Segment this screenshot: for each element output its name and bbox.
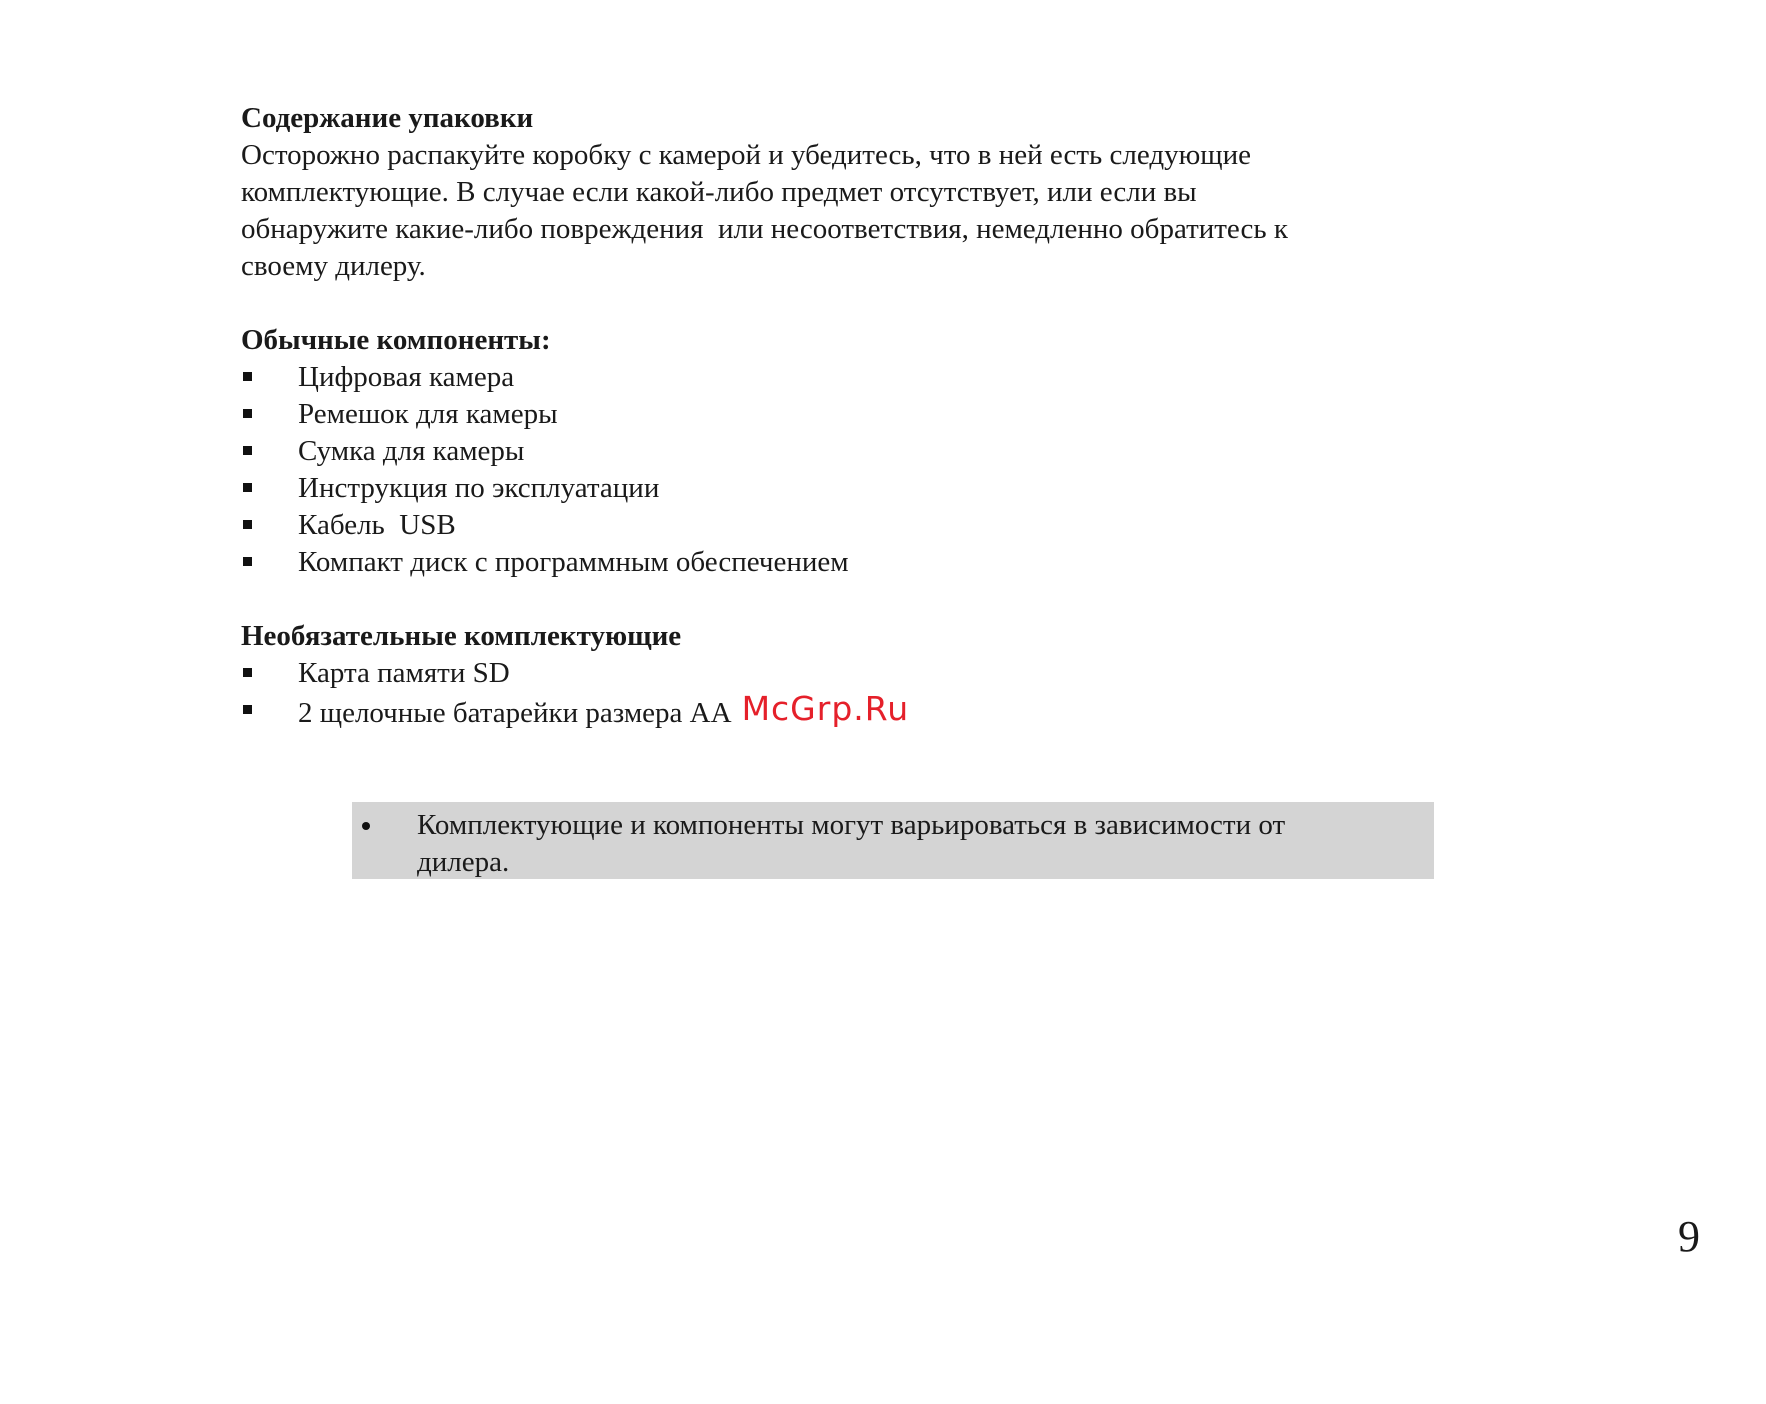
package-contents-heading: Содержание упаковки	[241, 102, 534, 134]
list-item	[241, 470, 1421, 507]
square-bullet-icon	[243, 372, 252, 381]
note-line: Комплектующие и компоненты могут варьироваться в зависимости от	[417, 809, 1286, 841]
intro-line: своему дилеру.	[241, 250, 426, 282]
optional-accessories-list	[241, 655, 1421, 732]
list-item-label: Цифровая камера	[298, 361, 515, 393]
list-item-label: Компакт диск с программным обеспечением	[298, 546, 849, 578]
page-number: 9	[1678, 1212, 1700, 1261]
list-item	[241, 544, 1421, 581]
standard-components-list	[241, 359, 1421, 581]
list-item	[241, 396, 1421, 433]
standard-components-heading: Обычные компоненты:	[241, 324, 551, 356]
round-bullet-icon	[362, 822, 370, 830]
square-bullet-icon	[243, 483, 252, 492]
list-item-label: 2 щелочные батарейки размера АА	[298, 697, 732, 729]
optional-accessories-section	[241, 618, 1421, 732]
square-bullet-icon	[243, 446, 252, 455]
square-bullet-icon	[243, 409, 252, 418]
list-item-label: Ремешок для камеры	[298, 398, 558, 430]
list-item	[241, 655, 1421, 692]
square-bullet-icon	[243, 557, 252, 566]
list-item	[241, 507, 1421, 544]
list-item	[241, 689, 1421, 732]
list-item	[241, 359, 1421, 396]
list-item-label: Инструкция по эксплуатации	[298, 472, 660, 504]
package-contents-section	[241, 100, 1421, 285]
watermark-text: McGrp.Ru	[741, 689, 910, 728]
standard-components-section	[241, 322, 1421, 581]
intro-line: комплектующие. В случае если какой-либо предмет отсутствует, или если вы	[241, 176, 1197, 208]
square-bullet-icon	[243, 520, 252, 529]
list-item-label: Кабель USB	[298, 509, 456, 541]
note-line: дилера.	[417, 846, 510, 878]
page-content	[241, 100, 1421, 769]
note-box	[352, 802, 1434, 879]
list-item-label: Карта памяти SD	[298, 657, 510, 689]
square-bullet-icon	[243, 705, 252, 714]
optional-accessories-heading: Необязательные комплектующие	[241, 620, 682, 652]
intro-line: Осторожно распакуйте коробку с камерой и убедитесь, что в ней есть следующие	[241, 139, 1251, 171]
list-item-label: Сумка для камеры	[298, 435, 525, 467]
square-bullet-icon	[243, 668, 252, 677]
list-item	[241, 433, 1421, 470]
intro-line: обнаружите какие-либо повреждения или несоответствия, немедленно обратитесь к	[241, 213, 1288, 245]
